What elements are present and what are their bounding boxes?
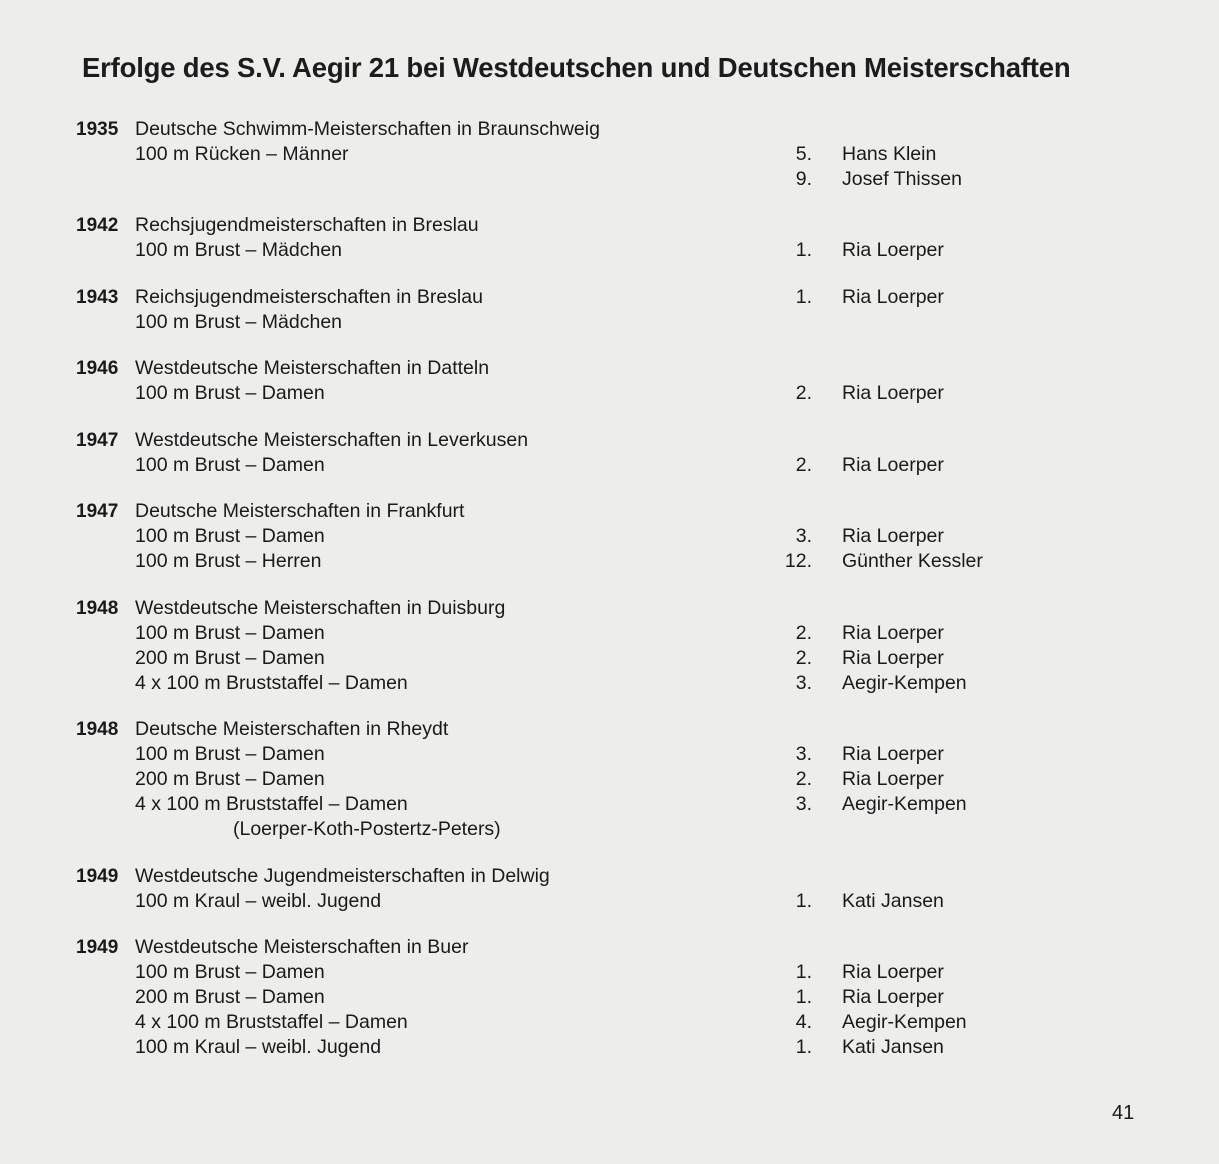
placement: 9. [795,168,812,190]
placement: 12. [784,550,812,572]
result-row [0,238,1219,263]
result-row [0,1035,1219,1060]
discipline: 100 m Brust – Damen [135,622,325,644]
athlete-name: Ria Loerper [842,647,944,669]
placement: 3. [795,525,812,547]
discipline: 200 m Brust – Damen [135,986,325,1008]
event-name: Rechsjugendmeisterschaften in Breslau [135,214,479,236]
event-entry [0,428,1219,478]
event-name: Deutsche Meisterschaften in Rheydt [135,718,449,740]
athlete-name: Ria Loerper [842,454,944,476]
event-name: Westdeutsche Meisterschaften in Duisburg [135,597,506,619]
athlete-name: Kati Jansen [842,1036,944,1058]
placement: 1. [795,286,812,308]
discipline: 100 m Brust – Damen [135,961,325,983]
discipline: 100 m Brust – Damen [135,382,325,404]
result-row [0,960,1219,985]
athlete-name: Ria Loerper [842,382,944,404]
athlete-name: Günther Kessler [842,550,983,572]
event-entry [0,864,1219,914]
discipline: 200 m Brust – Damen [135,768,325,790]
placement: 2. [795,454,812,476]
discipline: 4 x 100 m Bruststaffel – Damen [135,1011,408,1033]
event-name: Westdeutsche Jugendmeisterschaften in Delwig [135,865,550,887]
result-row [0,549,1219,574]
discipline: 100 m Kraul – weibl. Jugend [135,890,382,912]
event-entry [0,499,1219,574]
page-number: 41 [1112,1102,1135,1124]
result-row [0,767,1219,792]
placement: 3. [795,743,812,765]
placement: 1. [795,986,812,1008]
placement: 1. [795,1036,812,1058]
discipline: 100 m Brust – Herren [135,550,322,572]
result-row [0,453,1219,478]
placement: 3. [795,672,812,694]
discipline: 100 m Brust – Damen [135,454,325,476]
discipline: 200 m Brust – Damen [135,647,325,669]
athlete-name: Ria Loerper [842,286,944,308]
discipline: 100 m Rücken – Männer [135,143,349,165]
discipline: 100 m Brust – Mädchen [135,239,343,261]
result-row [0,817,1219,842]
placement: 5. [795,143,812,165]
page-title: Erfolge des S.V. Aegir 21 bei Westdeutschen und Deutschen Meisterschaften [82,52,1071,83]
event-entry [0,935,1219,1060]
placement: 2. [795,647,812,669]
result-row [0,742,1219,767]
event-entry [0,117,1219,192]
placement: 2. [795,768,812,790]
event-year: 1942 [76,215,119,236]
discipline: 100 m Brust – Damen [135,743,325,765]
athlete-name: Aegir-Kempen [842,1011,967,1033]
discipline: 100 m Brust – Mädchen [135,311,343,333]
event-year: 1949 [76,937,119,958]
athlete-name: Ria Loerper [842,239,944,261]
event-entry [0,285,1219,335]
event-year: 1949 [76,866,119,887]
athlete-name: Ria Loerper [842,986,944,1008]
event-entry [0,717,1219,842]
result-row [0,671,1219,696]
event-year: 1948 [76,598,119,619]
event-name: Reichsjugendmeisterschaften in Breslau [135,286,483,308]
event-year: 1947 [76,501,119,522]
placement: 1. [795,239,812,261]
event-year: 1947 [76,430,119,451]
discipline: 100 m Brust – Damen [135,525,325,547]
result-row [0,1010,1219,1035]
result-row [0,621,1219,646]
result-row [0,167,1219,192]
placement: 3. [795,793,812,815]
event-year: 1948 [76,719,119,740]
result-row [0,646,1219,671]
athlete-name: Ria Loerper [842,622,944,644]
athlete-name: Hans Klein [842,143,937,165]
athlete-name: Kati Jansen [842,890,944,912]
result-row [0,985,1219,1010]
result-row [0,142,1219,167]
event-entry [0,596,1219,696]
event-name: Westdeutsche Meisterschaften in Buer [135,936,469,958]
athlete-name: Aegir-Kempen [842,672,967,694]
athlete-name: Ria Loerper [842,768,944,790]
event-year: 1943 [76,287,119,308]
result-row [0,310,1219,335]
discipline: 4 x 100 m Bruststaffel – Damen [135,672,408,694]
event-year: 1946 [76,358,119,379]
event-name: Deutsche Meisterschaften in Frankfurt [135,500,465,522]
placement: 1. [795,961,812,983]
event-year: 1935 [76,119,119,140]
athlete-name: Ria Loerper [842,525,944,547]
athlete-name: Ria Loerper [842,743,944,765]
discipline: 4 x 100 m Bruststaffel – Damen [135,793,408,815]
placement: 2. [795,622,812,644]
event-name: Westdeutsche Meisterschaften in Leverkusen [135,429,529,451]
event-entry [0,213,1219,263]
athlete-name: Aegir-Kempen [842,793,967,815]
athlete-name: Josef Thissen [842,168,962,190]
result-row [0,792,1219,817]
result-row [0,524,1219,549]
athlete-name: Ria Loerper [842,961,944,983]
event-name: Westdeutsche Meisterschaften in Datteln [135,357,490,379]
relay-team-members: (Loerper-Koth-Postertz-Peters) [233,818,501,840]
result-row [0,889,1219,914]
placement: 1. [795,890,812,912]
discipline: 100 m Kraul – weibl. Jugend [135,1036,382,1058]
event-name: Deutsche Schwimm-Meisterschaften in Braunschweig [135,118,600,140]
result-row [0,381,1219,406]
event-entry [0,356,1219,406]
placement: 2. [795,382,812,404]
placement: 4. [795,1011,812,1033]
